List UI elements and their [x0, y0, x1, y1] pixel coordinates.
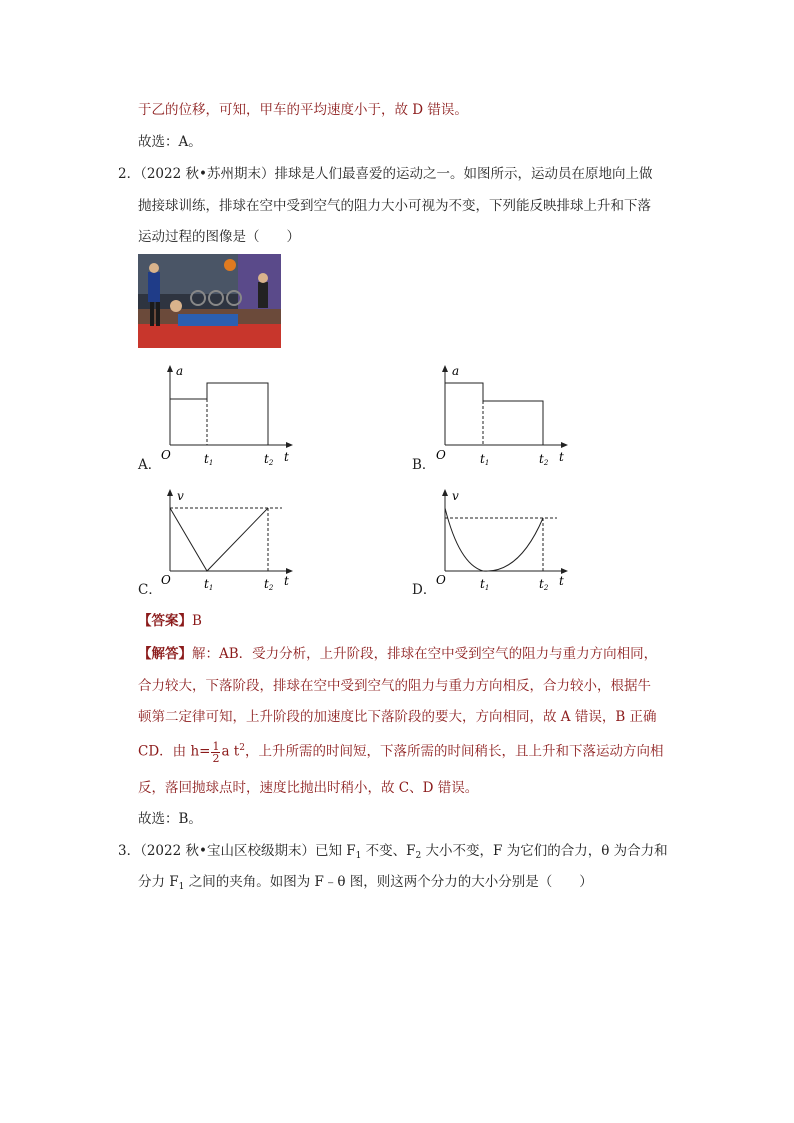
q2-analysis-line-3: 顿第二定律可知，上升阶段的加速度比下落阶段的要大，方向相同，故 A 错误，B 正确: [138, 709, 657, 725]
t1-label: t1: [480, 577, 490, 592]
y-axis-label: a: [452, 364, 460, 378]
photo-illustration: [138, 254, 281, 348]
origin-label: O: [161, 448, 171, 462]
q3-number: 3．: [118, 843, 141, 859]
analysis-line4-pre: CD．由 h=: [138, 743, 211, 760]
t1-label: t1: [204, 452, 214, 467]
y-axis-label: v: [452, 489, 459, 503]
x-axis-label: t: [559, 450, 564, 464]
analysis-text-1: 解：AB．受力分析，上升阶段，排球在空中受到空气的阻力与重力方向相同，: [192, 646, 658, 662]
q2-number: 2．: [118, 166, 141, 182]
option-c-label: C．: [138, 582, 162, 598]
volleyball-training-photo: [138, 254, 281, 348]
prev-line-1: 于乙的位移，可知，甲车的平均速度小于，故 D 错误。: [138, 102, 468, 118]
graph-a: [150, 360, 300, 470]
analysis-formula: a t: [221, 743, 240, 760]
formula-exponent: 2: [239, 743, 245, 753]
q2-analysis-line-4: [138, 738, 663, 764]
q2-text-line-2: 抛接球训练，排球在空中受到空气的阻力大小可视为不变，下列能反映排球上升和下落: [138, 198, 651, 214]
x-axis-label: t: [284, 574, 289, 588]
origin-label: O: [436, 573, 446, 587]
option-b-label: B．: [412, 457, 436, 473]
graph-c: [150, 486, 300, 596]
t1-label: t1: [480, 452, 490, 467]
q2-line1: （2022 秋•苏州期末）排球是人们最喜爱的运动之一。如图所示，运动员在原地向上做: [140, 166, 653, 182]
t2-label: t2: [539, 577, 549, 592]
answer-value: B: [192, 613, 202, 629]
origin-label: O: [161, 573, 171, 587]
option-a-label: A．: [138, 457, 162, 473]
answer-tag: 【答案】: [138, 613, 192, 629]
formula-fraction: $\frac{1}{2}$: [212, 739, 220, 765]
option-d-label: D．: [412, 582, 437, 598]
x-axis-label: t: [559, 574, 564, 588]
q2-analysis-line-1: [138, 644, 657, 664]
y-axis-label: v: [177, 489, 184, 503]
y-axis-label: a: [176, 364, 184, 378]
v-t-curve: [170, 508, 268, 571]
q2-answer: [138, 611, 202, 631]
prev-choice: 故选：A。: [138, 134, 202, 150]
q2-choice: 故选：B。: [138, 811, 202, 827]
graph-b: [425, 360, 575, 470]
analysis-line4-post: ，上升所需的时间短，下落所需的时间稍长，且上升和下落运动方向相: [244, 743, 664, 760]
t2-label: t2: [264, 452, 274, 467]
q2-text-line-1: [118, 164, 652, 184]
q2-text-line-3: 运动过程的图像是（ ）: [138, 229, 300, 245]
a-t-curve: [445, 383, 543, 445]
q2-analysis-line-5: 反，落回抛球点时，速度比抛出时稍小，故 C、D 错误。: [138, 780, 479, 796]
q2-analysis-line-2: 合力较大，下落阶段，排球在空中受到空气的阻力与重力方向相反，合力较小，根据牛: [138, 678, 651, 694]
graph-d: [425, 486, 575, 596]
origin-label: O: [436, 448, 446, 462]
x-axis-label: t: [284, 450, 289, 464]
a-t-curve: [170, 383, 268, 445]
q3-text-line-2: 分力 $F_1$ 之间的夹角。如图为 F﹣θ 图，则这两个分力的大小分别是（ ）: [138, 874, 593, 892]
t1-label: t1: [204, 577, 214, 592]
t2-label: t2: [539, 452, 549, 467]
q3-text-line-1: 3．（2022 秋•宝山区校级期末）已知 $F_1$ 不变、$F_2$ 大小不变，F 为它们的合力，θ 为合力和: [118, 843, 668, 861]
t2-label: t2: [264, 577, 274, 592]
analysis-tag: 【解答】: [138, 646, 192, 662]
v-t-curve: [445, 508, 543, 571]
